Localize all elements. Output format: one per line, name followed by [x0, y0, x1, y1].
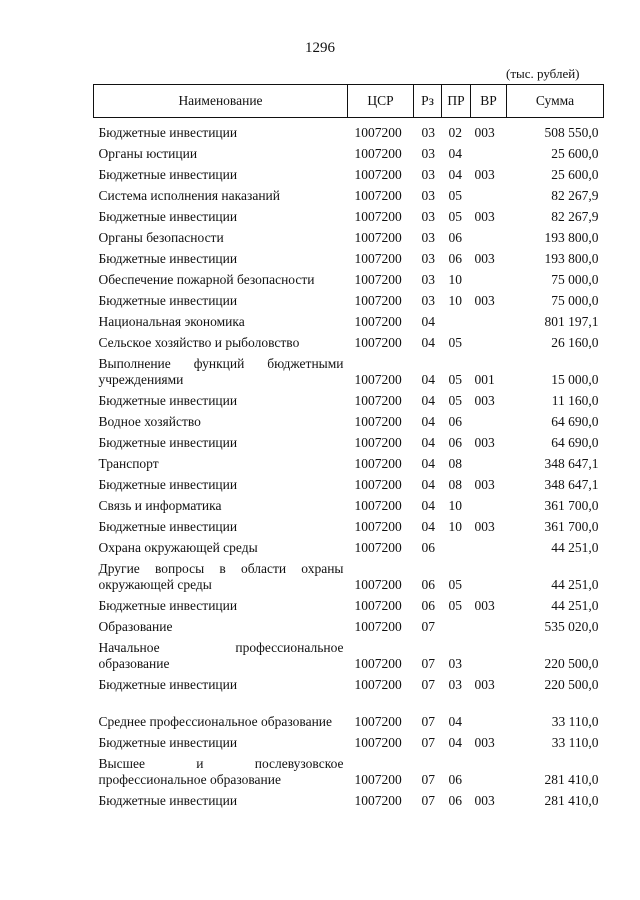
cell-vr: 003: [474, 125, 495, 140]
cell-vr: 003: [474, 735, 495, 750]
table-row: [94, 751, 604, 788]
cell-vr: 003: [474, 209, 495, 224]
cell-name: Среднее профессиональное образование: [98, 714, 333, 729]
cell-rz: 04: [421, 498, 435, 513]
cell-name: Водное хозяйство: [98, 414, 201, 429]
cell-pr: 10: [448, 498, 462, 513]
cell-sum: 33 110,0: [551, 714, 599, 729]
table-row: [94, 330, 604, 351]
cell-pr: 05: [448, 598, 462, 613]
cell-vr: [471, 183, 507, 204]
cell-csr: 1007200: [354, 146, 402, 161]
cell-sum: 361 700,0: [544, 498, 599, 513]
cell-name: Национальная экономика: [98, 314, 245, 329]
cell-vr: 003: [474, 477, 495, 492]
cell-csr: 1007200: [354, 272, 402, 287]
cell-csr: 1007200: [354, 772, 402, 787]
cell-name: Органы юстиции: [98, 146, 198, 161]
cell-sum: 508 550,0: [544, 125, 599, 140]
cell-csr: 1007200: [354, 314, 402, 329]
cell-rz: 03: [421, 209, 435, 224]
cell-sum: 348 647,1: [544, 456, 599, 471]
cell-name: Органы безопасности: [98, 230, 224, 245]
table-row: [94, 351, 604, 388]
table-row: [94, 309, 604, 330]
header-pr: ПР: [442, 85, 471, 118]
cell-rz: 03: [421, 251, 435, 266]
cell-vr: [471, 330, 507, 351]
table-row: [94, 514, 604, 535]
cell-name: Бюджетные инвестиции: [98, 167, 238, 182]
cell-rz: 07: [421, 619, 435, 634]
table-row: [94, 267, 604, 288]
cell-pr: 05: [448, 393, 462, 408]
cell-sum: 82 267,9: [551, 209, 599, 224]
cell-sum: 75 000,0: [551, 272, 599, 287]
cell-rz: 04: [421, 314, 435, 329]
cell-csr: 1007200: [354, 619, 402, 634]
cell-vr: [471, 451, 507, 472]
cell-pr: 10: [448, 293, 462, 308]
table-row: [94, 535, 604, 556]
cell-pr: 03: [448, 656, 462, 671]
table-row: [94, 288, 604, 309]
table-header-row: [94, 85, 604, 118]
cell-csr: 1007200: [354, 335, 402, 350]
table-row: [94, 246, 604, 267]
table-row: [94, 409, 604, 430]
header-name: Наименование: [94, 85, 348, 118]
cell-rz: 07: [421, 772, 435, 787]
cell-pr: 05: [448, 335, 462, 350]
cell-csr: 1007200: [354, 598, 402, 613]
table-row: [94, 556, 604, 593]
cell-vr: 001: [474, 372, 495, 387]
cell-csr: 1007200: [354, 498, 402, 513]
cell-csr: 1007200: [354, 456, 402, 471]
cell-rz: 03: [421, 293, 435, 308]
header-vr: ВР: [471, 85, 507, 118]
cell-pr: 05: [448, 188, 462, 203]
cell-sum: 801 197,1: [544, 314, 599, 329]
cell-vr: 003: [474, 293, 495, 308]
cell-sum: 33 110,0: [551, 735, 599, 750]
cell-rz: 07: [421, 677, 435, 692]
cell-name: Бюджетные инвестиции: [98, 477, 238, 492]
cell-pr: 05: [448, 372, 462, 387]
table-row: [94, 451, 604, 472]
cell-name: Выполнение функций бюджетными учреждениями: [98, 356, 344, 387]
cell-rz: 03: [421, 188, 435, 203]
cell-sum: 348 647,1: [544, 477, 599, 492]
table-row: [94, 225, 604, 246]
table-row: [94, 614, 604, 635]
cell-rz: 03: [421, 272, 435, 287]
table-row: [94, 472, 604, 493]
cell-csr: 1007200: [354, 677, 402, 692]
cell-name: Бюджетные инвестиции: [98, 125, 238, 140]
cell-pr: [442, 309, 471, 330]
cell-name: Начальное профессиональное образование: [98, 640, 344, 671]
table-row: [94, 141, 604, 162]
cell-vr: [471, 751, 507, 788]
cell-csr: 1007200: [354, 519, 402, 534]
cell-rz: 07: [421, 735, 435, 750]
cell-sum: 281 410,0: [544, 793, 599, 808]
cell-sum: 220 500,0: [544, 656, 599, 671]
cell-vr: [471, 309, 507, 330]
cell-name: Бюджетные инвестиции: [98, 598, 238, 613]
table-row: [94, 493, 604, 514]
cell-name: Связь и информатика: [98, 498, 222, 513]
cell-rz: 03: [421, 230, 435, 245]
cell-name: Сельское хозяйство и рыболовство: [98, 335, 300, 350]
table-row: [94, 693, 604, 730]
cell-rz: 07: [421, 714, 435, 729]
cell-pr: 04: [448, 167, 462, 182]
cell-pr: 04: [448, 714, 462, 729]
cell-rz: 03: [421, 125, 435, 140]
cell-name: Охрана окружающей среды: [98, 540, 258, 555]
table-row: [94, 788, 604, 809]
cell-name: Бюджетные инвестиции: [98, 735, 238, 750]
cell-pr: 02: [448, 125, 462, 140]
cell-pr: 06: [448, 230, 462, 245]
cell-csr: 1007200: [354, 251, 402, 266]
cell-vr: 003: [474, 167, 495, 182]
cell-name: Бюджетные инвестиции: [98, 793, 238, 808]
cell-rz: 07: [421, 793, 435, 808]
cell-name: Бюджетные инвестиции: [98, 293, 238, 308]
cell-sum: 193 800,0: [544, 230, 599, 245]
table-row: [94, 183, 604, 204]
cell-name: Транспорт: [98, 456, 159, 471]
cell-name: Бюджетные инвестиции: [98, 251, 238, 266]
cell-sum: 82 267,9: [551, 188, 599, 203]
cell-csr: 1007200: [354, 167, 402, 182]
cell-sum: 281 410,0: [544, 772, 599, 787]
cell-pr: 06: [448, 414, 462, 429]
cell-sum: 64 690,0: [551, 435, 599, 450]
cell-vr: 003: [474, 435, 495, 450]
cell-sum: 44 251,0: [551, 540, 599, 555]
cell-vr: [471, 635, 507, 672]
header-rz: Рз: [414, 85, 442, 118]
cell-rz: 04: [421, 477, 435, 492]
cell-sum: 15 000,0: [551, 372, 599, 387]
cell-rz: 03: [421, 167, 435, 182]
cell-rz: 04: [421, 435, 435, 450]
cell-csr: 1007200: [354, 577, 402, 592]
cell-rz: 07: [421, 656, 435, 671]
cell-sum: 220 500,0: [544, 677, 599, 692]
cell-rz: 04: [421, 456, 435, 471]
cell-sum: 26 160,0: [551, 335, 599, 350]
cell-sum: 25 600,0: [551, 167, 599, 182]
cell-rz: 06: [421, 540, 435, 555]
cell-pr: 03: [448, 677, 462, 692]
cell-vr: [471, 493, 507, 514]
cell-pr: 06: [448, 251, 462, 266]
cell-sum: 75 000,0: [551, 293, 599, 308]
cell-csr: 1007200: [354, 188, 402, 203]
cell-csr: 1007200: [354, 293, 402, 308]
cell-rz: 06: [421, 598, 435, 613]
cell-vr: [471, 267, 507, 288]
cell-vr: 003: [474, 393, 495, 408]
header-sum: Сумма: [507, 85, 604, 118]
cell-vr: [471, 614, 507, 635]
cell-vr: 003: [474, 519, 495, 534]
cell-csr: 1007200: [354, 656, 402, 671]
cell-name: Бюджетные инвестиции: [98, 677, 238, 692]
cell-sum: 64 690,0: [551, 414, 599, 429]
cell-vr: 003: [474, 598, 495, 613]
cell-pr: [442, 535, 471, 556]
cell-rz: 04: [421, 393, 435, 408]
cell-vr: 003: [474, 793, 495, 808]
cell-sum: 11 160,0: [551, 393, 599, 408]
cell-vr: [471, 141, 507, 162]
header-csr: ЦСР: [348, 85, 414, 118]
cell-csr: 1007200: [354, 393, 402, 408]
cell-name: Высшее и послевузовское профессиональное образование: [98, 756, 344, 787]
cell-rz: 06: [421, 577, 435, 592]
cell-sum: 44 251,0: [551, 577, 599, 592]
cell-sum: 44 251,0: [551, 598, 599, 613]
cell-vr: [471, 693, 507, 730]
table-row: [94, 430, 604, 451]
cell-pr: [442, 614, 471, 635]
cell-pr: 10: [448, 519, 462, 534]
cell-csr: 1007200: [354, 477, 402, 492]
cell-vr: [471, 225, 507, 246]
cell-csr: 1007200: [354, 714, 402, 729]
cell-csr: 1007200: [354, 414, 402, 429]
cell-vr: [471, 409, 507, 430]
cell-pr: 05: [448, 209, 462, 224]
cell-pr: 10: [448, 272, 462, 287]
cell-rz: 04: [421, 335, 435, 350]
cell-pr: 08: [448, 456, 462, 471]
cell-name: Обеспечение пожарной безопасности: [98, 272, 315, 287]
cell-vr: 003: [474, 251, 495, 266]
cell-csr: 1007200: [354, 435, 402, 450]
cell-vr: [471, 556, 507, 593]
cell-csr: 1007200: [354, 793, 402, 808]
cell-pr: 05: [448, 577, 462, 592]
cell-name: Другие вопросы в области охраны окружающей среды: [98, 561, 344, 592]
table-row: [94, 672, 604, 693]
cell-pr: 06: [448, 435, 462, 450]
table-row: [94, 730, 604, 751]
cell-sum: 25 600,0: [551, 146, 599, 161]
table-row: [94, 635, 604, 672]
cell-name: Бюджетные инвестиции: [98, 393, 238, 408]
table-row: [94, 593, 604, 614]
cell-name: Образование: [98, 619, 173, 634]
cell-rz: 04: [421, 372, 435, 387]
table-row: [94, 162, 604, 183]
cell-rz: 03: [421, 146, 435, 161]
cell-name: Бюджетные инвестиции: [98, 209, 238, 224]
cell-csr: 1007200: [354, 372, 402, 387]
cell-csr: 1007200: [354, 209, 402, 224]
page-number: 1296: [305, 40, 335, 56]
cell-sum: 535 020,0: [544, 619, 599, 634]
cell-vr: [471, 535, 507, 556]
table-row: [94, 204, 604, 225]
table-row: [94, 118, 604, 142]
cell-csr: 1007200: [354, 735, 402, 750]
table-row: [94, 388, 604, 409]
cell-csr: 1007200: [354, 230, 402, 245]
units-label: (тыс. рублей): [506, 66, 580, 81]
cell-pr: 06: [448, 793, 462, 808]
cell-pr: 08: [448, 477, 462, 492]
cell-rz: 04: [421, 414, 435, 429]
budget-table: [93, 84, 604, 809]
cell-name: Бюджетные инвестиции: [98, 435, 238, 450]
cell-sum: 361 700,0: [544, 519, 599, 534]
cell-csr: 1007200: [354, 125, 402, 140]
table-body: [94, 118, 604, 810]
cell-vr: 003: [474, 677, 495, 692]
cell-sum: 193 800,0: [544, 251, 599, 266]
cell-rz: 04: [421, 519, 435, 534]
cell-pr: 06: [448, 772, 462, 787]
cell-pr: 04: [448, 146, 462, 161]
cell-name: Система исполнения наказаний: [98, 188, 280, 203]
cell-csr: 1007200: [354, 540, 402, 555]
cell-name: Бюджетные инвестиции: [98, 519, 238, 534]
cell-pr: 04: [448, 735, 462, 750]
